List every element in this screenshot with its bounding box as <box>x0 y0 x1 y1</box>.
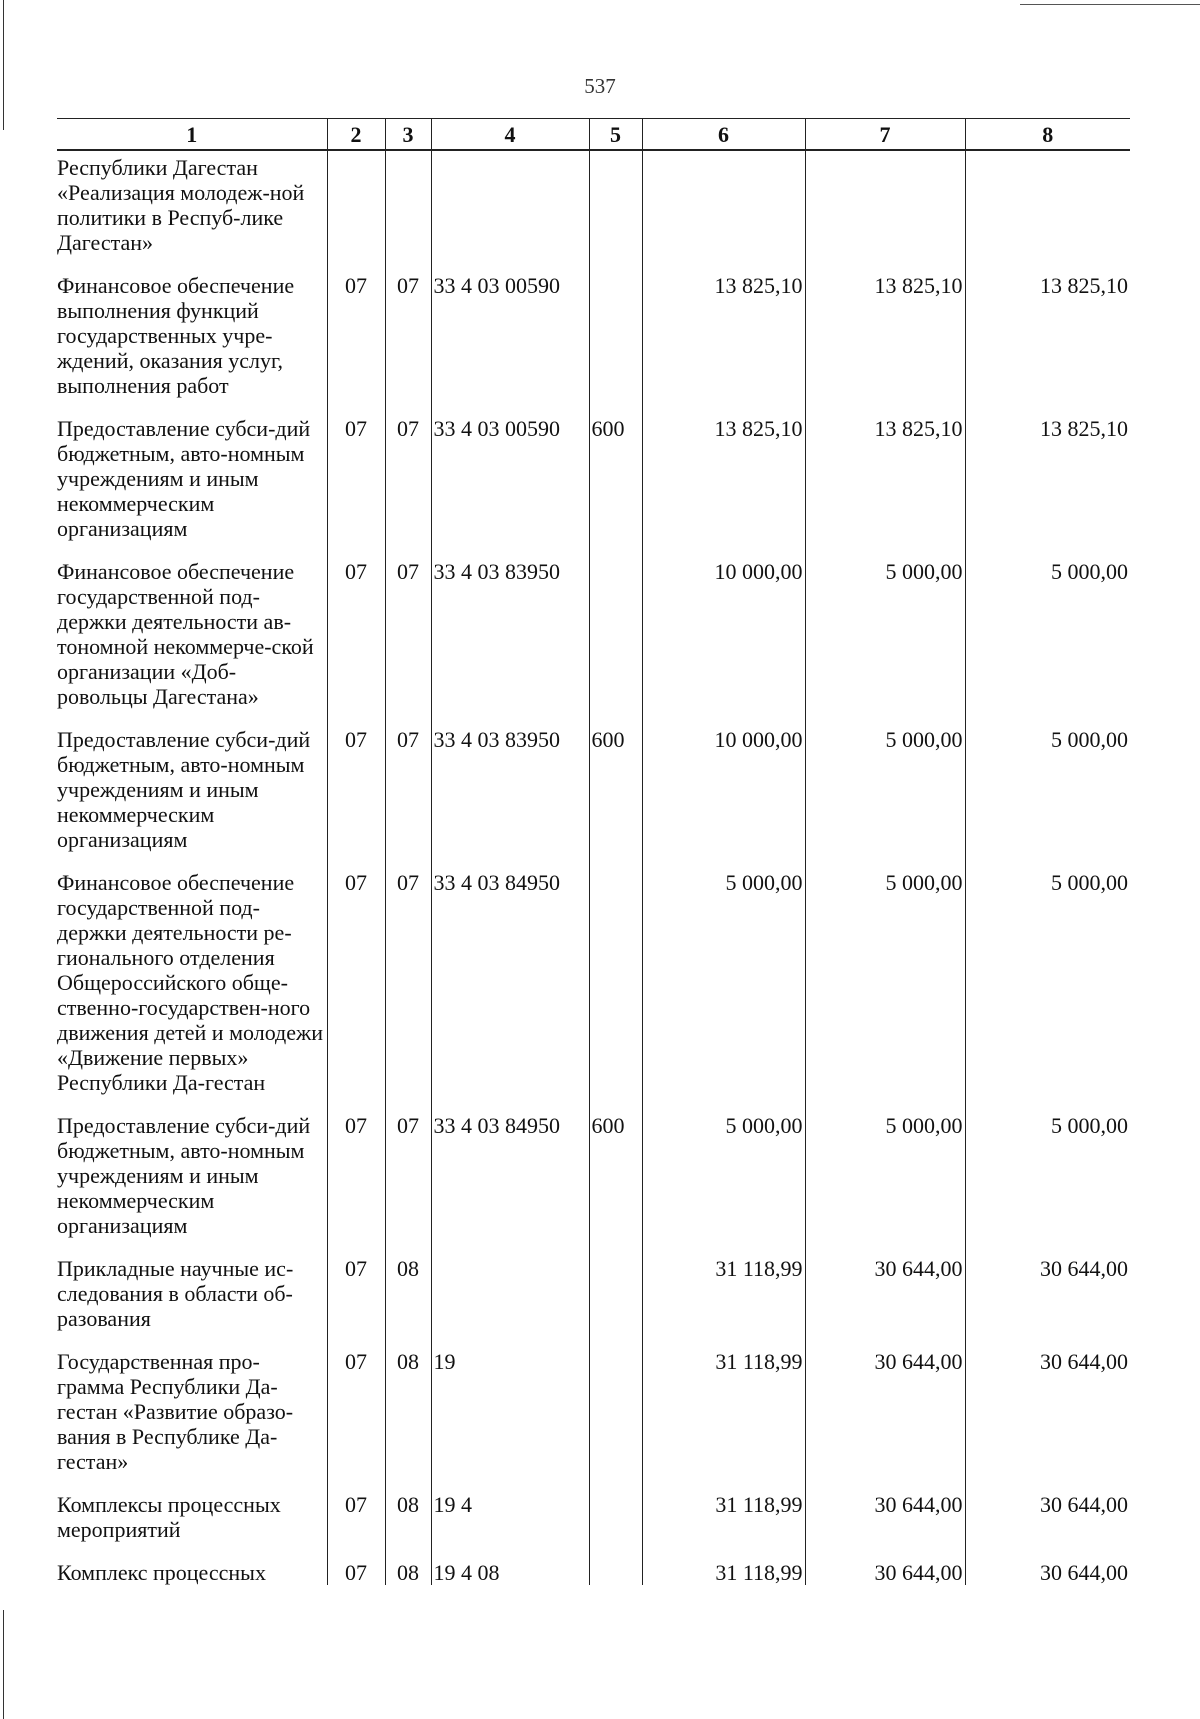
row-expense-type <box>589 150 642 269</box>
table-row <box>57 269 1130 412</box>
row-name: Финансовое обеспечение государственной под-держки деятельности ре-гионального отделения Общероссийского обще-ственно-государствен-ного движения детей и молодежи «Движение первых» Республики Да-гестан <box>57 870 323 1095</box>
row-target-article: 33 4 03 00590 <box>431 269 589 412</box>
row-target-article: 33 4 03 00590 <box>431 412 589 555</box>
row-amount-year-3: 13 825,10 <box>965 412 1130 555</box>
row-expense-type <box>589 1488 642 1556</box>
header-col-3: 3 <box>385 119 431 151</box>
row-section: 07 <box>327 1252 385 1345</box>
table-row <box>57 1488 1130 1556</box>
row-target-article: 19 4 08 <box>431 1556 589 1585</box>
row-amount-year-3: 30 644,00 <box>965 1488 1130 1556</box>
row-amount-year-3: 5 000,00 <box>965 723 1130 866</box>
row-amount-year-1: 10 000,00 <box>642 555 805 723</box>
table-row <box>57 555 1130 723</box>
row-section: 07 <box>327 269 385 412</box>
row-amount-year-1: 10 000,00 <box>642 723 805 866</box>
row-expense-type <box>589 555 642 723</box>
row-expense-type: 600 <box>589 412 642 555</box>
row-amount-year-3: 30 644,00 <box>965 1556 1130 1585</box>
row-amount-year-1 <box>642 150 805 269</box>
row-name: Финансовое обеспечение выполнения функций государственных учре-ждений, оказания услуг, выполнения работ <box>57 273 295 398</box>
row-target-article: 33 4 03 84950 <box>431 866 589 1109</box>
row-name: Государственная про-грамма Республики Да-гестан «Развитие образо-вания в Республике Да-гестан» <box>57 1349 294 1474</box>
row-section: 07 <box>327 1556 385 1585</box>
scan-edge-line <box>1020 4 1200 5</box>
row-name: Предоставление субси-дий бюджетным, авто-номным учреждениям и иным некоммерческим организациям <box>57 1113 311 1238</box>
row-amount-year-2: 5 000,00 <box>805 723 965 866</box>
header-row <box>57 119 1130 151</box>
left-margin-line <box>3 0 4 130</box>
row-amount-year-2: 30 644,00 <box>805 1556 965 1585</box>
row-amount-year-1: 13 825,10 <box>642 412 805 555</box>
row-target-article: 33 4 03 83950 <box>431 723 589 866</box>
header-col-6: 6 <box>642 119 805 151</box>
header-col-1: 1 <box>57 119 327 151</box>
row-section: 07 <box>327 866 385 1109</box>
row-amount-year-1: 31 118,99 <box>642 1345 805 1488</box>
table-header <box>57 119 1130 151</box>
row-subsection <box>385 150 431 269</box>
row-name: Комплекс процессных <box>57 1560 266 1585</box>
header-col-4: 4 <box>431 119 589 151</box>
row-target-article: 19 <box>431 1345 589 1488</box>
row-target-article <box>431 1252 589 1345</box>
row-name: Прикладные научные ис-следования в области об-разования <box>57 1256 294 1331</box>
row-amount-year-3: 30 644,00 <box>965 1345 1130 1488</box>
row-amount-year-2: 13 825,10 <box>805 269 965 412</box>
row-section: 07 <box>327 1109 385 1252</box>
budget-table <box>57 118 1130 1585</box>
row-amount-year-2: 30 644,00 <box>805 1252 965 1345</box>
row-section: 07 <box>327 1345 385 1488</box>
row-target-article <box>431 150 589 269</box>
row-subsection: 07 <box>385 555 431 723</box>
row-name: Предоставление субси-дий бюджетным, авто-номным учреждениям и иным некоммерческим организациям <box>57 727 311 852</box>
row-target-article: 33 4 03 84950 <box>431 1109 589 1252</box>
row-section <box>327 150 385 269</box>
row-expense-type: 600 <box>589 723 642 866</box>
row-expense-type: 600 <box>589 1109 642 1252</box>
table-row <box>57 1345 1130 1488</box>
row-amount-year-3: 5 000,00 <box>965 1109 1130 1252</box>
row-amount-year-2: 5 000,00 <box>805 866 965 1109</box>
row-amount-year-3: 30 644,00 <box>965 1252 1130 1345</box>
row-amount-year-3: 13 825,10 <box>965 269 1130 412</box>
row-subsection: 07 <box>385 866 431 1109</box>
row-amount-year-3: 5 000,00 <box>965 866 1130 1109</box>
row-subsection: 08 <box>385 1345 431 1488</box>
row-expense-type <box>589 1556 642 1585</box>
row-subsection: 07 <box>385 269 431 412</box>
row-subsection: 07 <box>385 723 431 866</box>
row-subsection: 08 <box>385 1556 431 1585</box>
row-target-article: 33 4 03 83950 <box>431 555 589 723</box>
row-section: 07 <box>327 1488 385 1556</box>
table-row <box>57 1109 1130 1252</box>
table-row <box>57 150 1130 269</box>
table-row <box>57 412 1130 555</box>
row-subsection: 07 <box>385 1109 431 1252</box>
row-expense-type <box>589 866 642 1109</box>
row-expense-type <box>589 269 642 412</box>
row-amount-year-2 <box>805 150 965 269</box>
row-amount-year-2: 13 825,10 <box>805 412 965 555</box>
row-subsection: 08 <box>385 1252 431 1345</box>
row-name: Финансовое обеспечение государственной под-держки деятельности ав-тономной некоммерче-ской организации «Доб-ровольцы Дагестана» <box>57 559 314 709</box>
table-row <box>57 723 1130 866</box>
table-body <box>57 150 1130 1585</box>
header-col-7: 7 <box>805 119 965 151</box>
row-target-article: 19 4 <box>431 1488 589 1556</box>
row-section: 07 <box>327 723 385 866</box>
page-number: 537 <box>584 74 616 98</box>
left-margin-line-bottom <box>3 1610 4 1719</box>
row-amount-year-1: 31 118,99 <box>642 1488 805 1556</box>
row-section: 07 <box>327 412 385 555</box>
row-amount-year-1: 31 118,99 <box>642 1252 805 1345</box>
row-subsection: 08 <box>385 1488 431 1556</box>
row-amount-year-1: 5 000,00 <box>642 866 805 1109</box>
row-amount-year-1: 5 000,00 <box>642 1109 805 1252</box>
row-name: Комплексы процессных мероприятий <box>57 1492 281 1542</box>
table-row <box>57 866 1130 1109</box>
row-amount-year-2: 5 000,00 <box>805 1109 965 1252</box>
row-amount-year-1: 31 118,99 <box>642 1556 805 1585</box>
row-amount-year-2: 30 644,00 <box>805 1488 965 1556</box>
row-section: 07 <box>327 555 385 723</box>
header-col-5: 5 <box>589 119 642 151</box>
row-amount-year-2: 30 644,00 <box>805 1345 965 1488</box>
row-amount-year-3 <box>965 150 1130 269</box>
row-subsection: 07 <box>385 412 431 555</box>
row-name: Предоставление субси-дий бюджетным, авто-номным учреждениям и иным некоммерческим организациям <box>57 416 311 541</box>
row-amount-year-1: 13 825,10 <box>642 269 805 412</box>
row-amount-year-3: 5 000,00 <box>965 555 1130 723</box>
header-col-8: 8 <box>965 119 1130 151</box>
row-expense-type <box>589 1345 642 1488</box>
table-row <box>57 1252 1130 1345</box>
header-col-2: 2 <box>327 119 385 151</box>
table-row <box>57 1556 1130 1585</box>
row-name: Республики Дагестан «Реализация молодеж-ной политики в Респуб-лике Дагестан» <box>57 155 305 255</box>
row-expense-type <box>589 1252 642 1345</box>
row-amount-year-2: 5 000,00 <box>805 555 965 723</box>
